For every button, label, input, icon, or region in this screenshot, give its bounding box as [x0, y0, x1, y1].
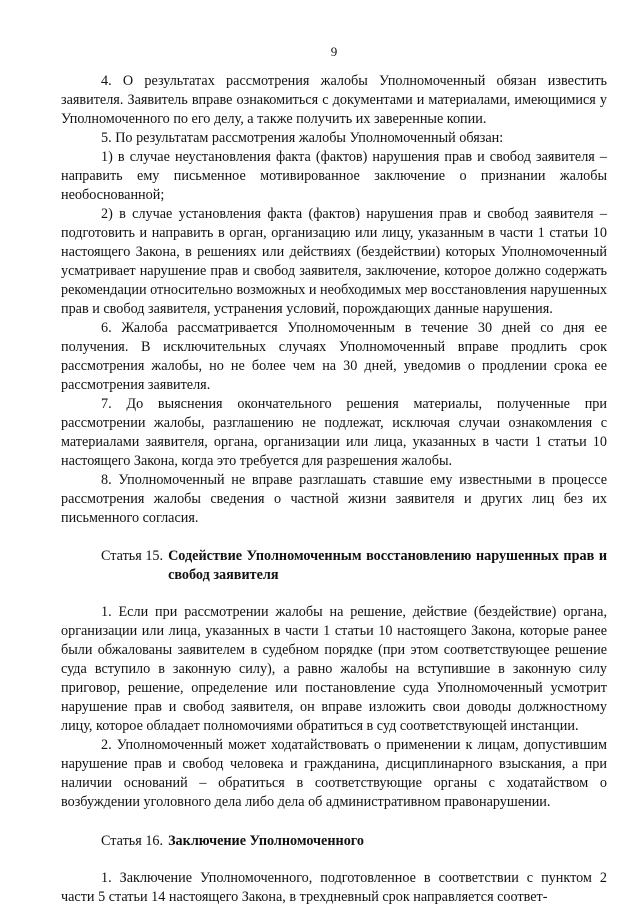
article-15-paragraph-1: 1. Если при рассмотрении жалобы на решение, действие (бездействие) органа, организации или лица, указанных в части 1 статьи 10 настоящего Закона, которые ранее были обжалованы заявителем в судебном порядке (при этом соответствующее решение суда вступило в законную силу), а равно жалобы на вступившие в законную силу приговор, решение, определение или постановление суда Уполномоченный усмотрит нарушение прав и свобод заявителя, он вправе изложить свои доводы должностному лицу, которое обладает полномочиями обратиться в суд соответствующей инстанции. — [61, 604, 607, 734]
paragraph-5-item-2: 2) в случае установления факта (фактов) нарушения прав и свобод заявителя – подготовить и направить в орган, организацию или лицу, указанным в части 1 статьи 10 настоящего Закона, в решениях или действиях (бездействии) которых Уполномоченный усматривает нарушение прав и свобод заявителя, заключение, которое должно содержать рекомендации относительно возможных и необходимых мер восстановления нарушенных прав и свобод заявителя, устранения условий, порождающих данные нарушения. — [61, 206, 607, 317]
article-title: Содействие Уполномоченным восстановлению нарушенных прав и свобод заявителя — [168, 548, 607, 583]
article-number: Статья 15. — [101, 548, 164, 564]
article-15-paragraph-2: 2. Уполномоченный может ходатайствовать о применении к лицам, допустившим нарушение прав и свобод человека и гражданина, дисциплинарного взыскания, а при наличии оснований – обратиться в соответствующие органы с ходатайством о возбуждении уголовного дела либо дела об административном правонарушении. — [61, 737, 607, 810]
paragraph-4: 4. О результатах рассмотрения жалобы Уполномоченный обязан известить заявителя. Заявитель вправе ознакомиться с документами и материалами, имеющимися у Уполномоченного по его делу, а также получить их заверенные копии. — [61, 73, 607, 127]
article-16-heading — [61, 832, 607, 851]
article-15-heading — [61, 547, 607, 585]
article-16-paragraph-1: 1. Заключение Уполномоченного, подготовленное в соответствии с пунктом 2 части 5 статьи 14 настоящего Закона, в трехдневный срок направляется соответ- — [61, 870, 607, 905]
paragraph-7: 7. До выяснения окончательного решения материалы, полученные при рассмотрении жалобы, разглашению не подлежат, исключая случаи ознакомления с материалами заявителя, органа, организации или лица, указанных в части 1 статьи 10 настоящего Закона, когда это требуется для разрешения жалобы. — [61, 396, 607, 469]
paragraph-6: 6. Жалоба рассматривается Уполномоченным в течение 30 дней со дня ее получения. В исключительных случаях Уполномоченный вправе продлить срок рассмотрения жалобы, но не более чем на 30 дней, уведомив о продлении срока ее рассмотрения заявителя. — [61, 320, 607, 393]
article-title: Заключение Уполномоченного — [168, 833, 364, 849]
paragraph-5: 5. По результатам рассмотрения жалобы Уполномоченный обязан: — [101, 130, 504, 146]
paragraph-8: 8. Уполномоченный не вправе разглашать ставшие ему известными в процессе рассмотрения жалобы сведения о частной жизни заявителя и других лиц без их письменного согласия. — [61, 472, 607, 526]
article-number: Статья 16. — [101, 833, 164, 849]
page-number: 9 — [330, 44, 338, 59]
paragraph-5-item-1: 1) в случае неустановления факта (фактов) нарушения прав и свобод заявителя – направить ему письменное мотивированное заключение о признании жалобы необоснованной; — [61, 149, 607, 203]
